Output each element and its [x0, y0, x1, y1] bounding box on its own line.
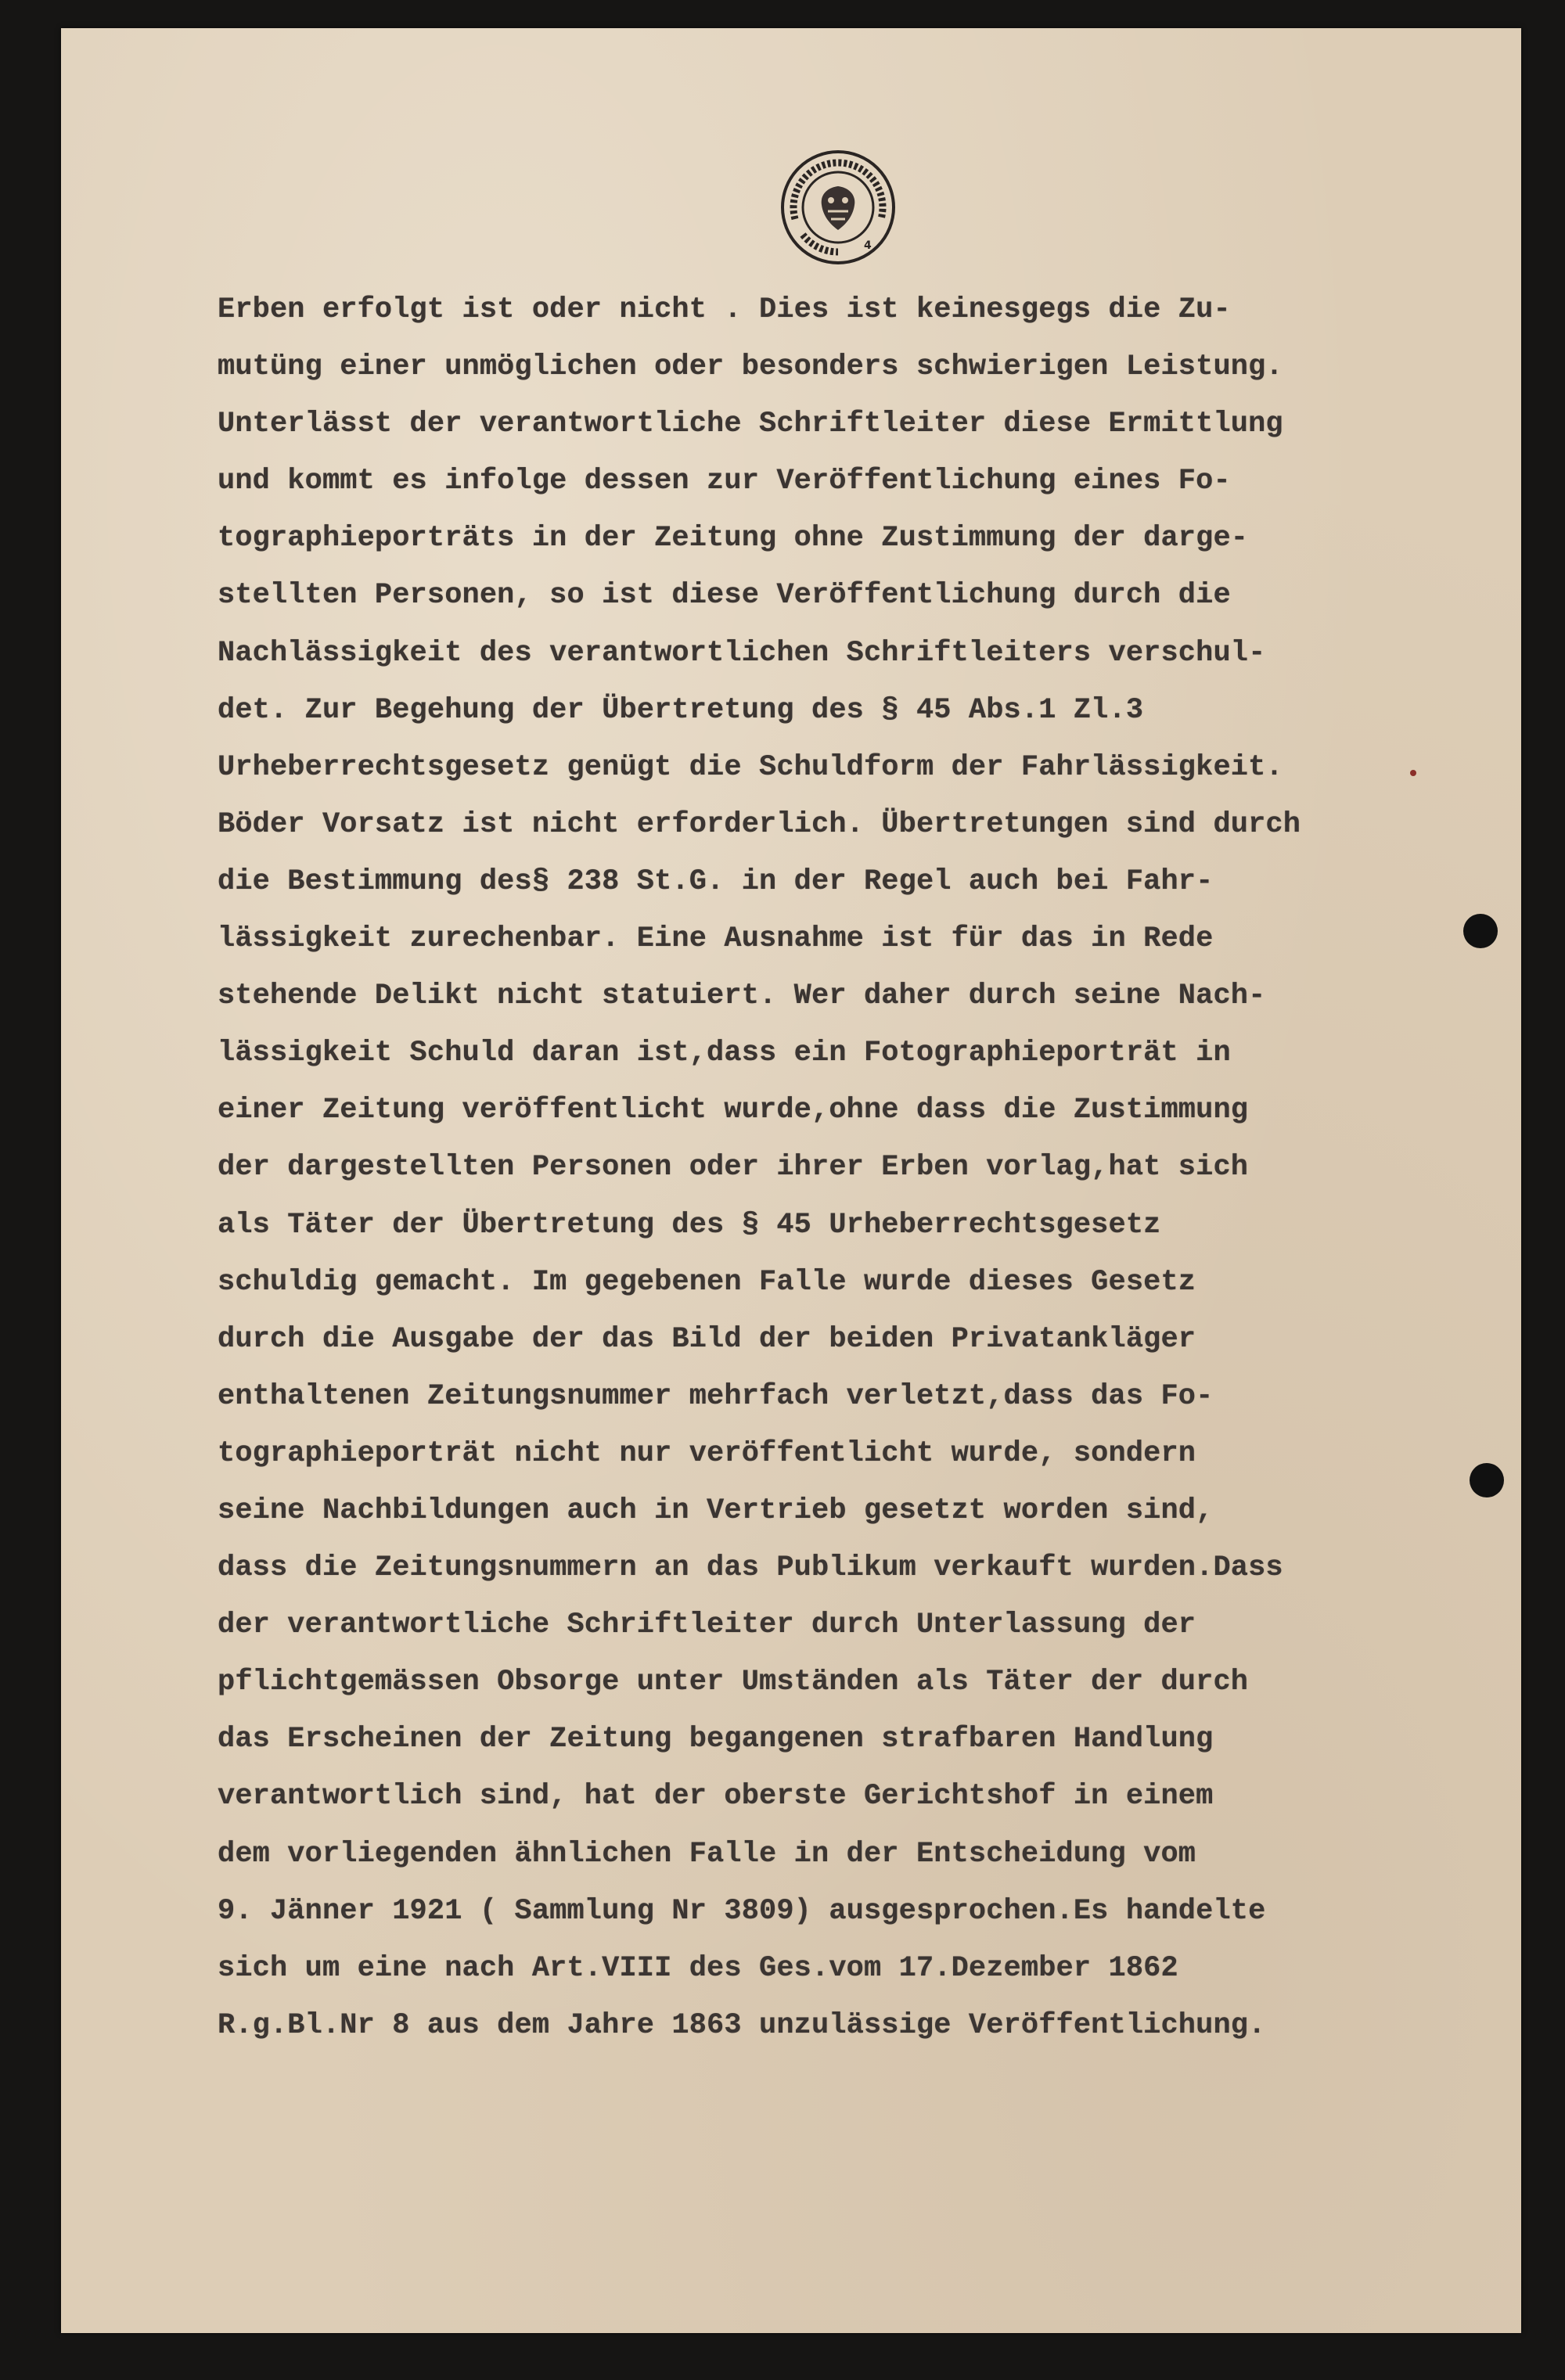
- text-line: det. Zur Begehung der Übertretung des § 45 Abs.1 Zl.3: [218, 693, 1144, 727]
- text-line: lässigkeit zurechenbar. Eine Ausnahme ist für das in Rede: [218, 922, 1214, 956]
- text-line: einer Zeitung veröffentlicht wurde,ohne dass die Zustimmung: [218, 1094, 1249, 1127]
- text-line: R.g.Bl.Nr 8 aus dem Jahre 1863 unzulässige Veröffentlichung.: [218, 2008, 1266, 2042]
- text-line: stehende Delikt nicht statuiert. Wer daher durch seine Nach-: [218, 980, 1266, 1013]
- svg-text:4: 4: [864, 239, 872, 252]
- text-line: und kommt es infolge dessen zur Veröffentlichung eines Fo-: [218, 465, 1231, 498]
- text-line: das Erscheinen der Zeitung begangenen strafbaren Handlung: [218, 1723, 1214, 1756]
- text-line: 9. Jänner 1921 ( Sammlung Nr 3809) ausgesprochen.Es handelte: [218, 1894, 1266, 1928]
- text-line: tographieporträts in der Zeitung ohne Zustimmung der darge-: [218, 522, 1249, 555]
- text-line: die Bestimmung des§ 238 St.G. in der Regel auch bei Fahr-: [218, 865, 1214, 898]
- text-line: seine Nachbildungen auch in Vertrieb gesetzt worden sind,: [218, 1494, 1214, 1527]
- text-line: durch die Ausgabe der das Bild der beiden Privatankläger: [218, 1322, 1196, 1356]
- text-line: tographieporträt nicht nur veröffentlicht wurde, sondern: [218, 1436, 1196, 1470]
- text-line: mutüng einer unmöglichen oder besonders schwierigen Leistung.: [218, 351, 1283, 384]
- text-line: Nachlässigkeit des verantwortlichen Schriftleiters verschul-: [218, 636, 1266, 670]
- text-line: dass die Zeitungsnummern an das Publikum verkauft wurden.Dass: [218, 1551, 1283, 1585]
- text-line: Unterlässt der verantwortliche Schriftleiter diese Ermittlung: [218, 408, 1283, 441]
- text-line: schuldig gemacht. Im gegebenen Falle wurde dieses Gesetz: [218, 1265, 1196, 1299]
- text-line: als Täter der Übertretung des § 45 Urheberrechtsgesetz: [218, 1208, 1161, 1242]
- text-line: Böder Vorsatz ist nicht erforderlich. Übertretungen sind durch: [218, 807, 1301, 841]
- text-line: enthaltenen Zeitungsnummer mehrfach verletzt,dass das Fo-: [218, 1379, 1214, 1413]
- text-line: verantwortlich sind, hat der oberste Gerichtshof in einem: [218, 1780, 1214, 1814]
- library-stamp-icon: [779, 149, 897, 266]
- text-line: lässigkeit Schuld daran ist,dass ein Fotographieporträt in: [218, 1037, 1231, 1070]
- text-line: stellten Personen, so ist diese Veröffentlichung durch die: [218, 579, 1231, 613]
- text-line: der verantwortliche Schriftleiter durch Unterlassung der: [218, 1609, 1196, 1642]
- text-line: Erben erfolgt ist oder nicht . Dies ist keinesgegs die Zu-: [218, 293, 1231, 326]
- text-line: der dargestellten Personen oder ihrer Erben vorlag,hat sich: [218, 1151, 1249, 1185]
- text-line: Urheberrechtsgesetz genügt die Schuldform der Fahrlässigkeit.: [218, 750, 1283, 784]
- text-line: dem vorliegenden ähnlichen Falle in der Entscheidung vom: [218, 1837, 1196, 1871]
- text-line: sich um eine nach Art.VIII des Ges.vom 17.Dezember 1862: [218, 1951, 1178, 1985]
- text-line: pflichtgemässen Obsorge unter Umständen als Täter der durch: [218, 1666, 1249, 1699]
- typewritten-text-block: [218, 282, 1498, 2055]
